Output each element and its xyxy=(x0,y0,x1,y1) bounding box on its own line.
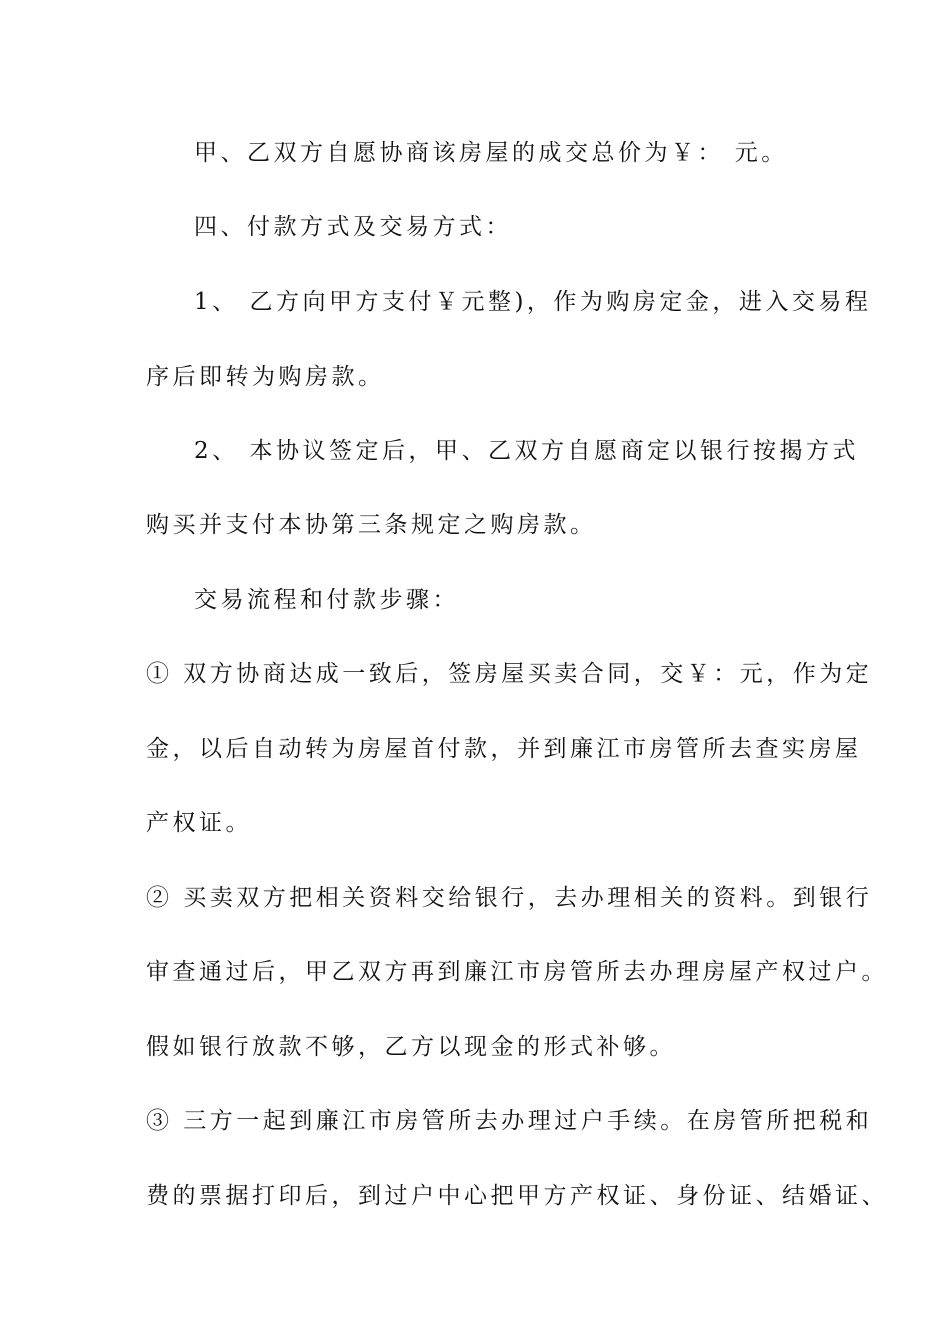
step-1-line-3: 产权证。 xyxy=(146,810,252,836)
step-1-line-1: ① 双方协商达成一致后，签房屋买卖合同，交￥：元，作为定 xyxy=(146,661,873,687)
clause-2-line-1: 2、 本协议签定后，甲、乙双方自愿商定以银行按揭方式 xyxy=(194,438,859,464)
clause-1-line-2: 序后即转为购房款。 xyxy=(146,364,385,390)
step-3-line-1: ③ 三方一起到廉江市房管所去办理过户手续。在房管所把税和 xyxy=(146,1108,873,1134)
clause-2-line-2: 购买并支付本协第三条规定之购房款。 xyxy=(146,512,597,538)
process-heading: 交易流程和付款步骤： xyxy=(194,587,459,613)
step-2-line-2: 审查通过后，甲乙双方再到廉江市房管所去办理房屋产权过户。 xyxy=(146,959,888,985)
total-price-line: 甲、乙双方自愿协商该房屋的成交总价为￥： 元。 xyxy=(194,140,788,166)
step-2-line-1: ② 买卖双方把相关资料交给银行，去办理相关的资料。到银行 xyxy=(146,885,873,911)
section-heading-payment: 四、付款方式及交易方式： xyxy=(194,214,512,240)
step-3-line-2: 费的票据打印后，到过户中心把甲方产权证、身份证、结婚证、 xyxy=(146,1183,888,1209)
clause-1-line-1: 1、 乙方向甲方支付￥元整)，作为购房定金，进入交易程 xyxy=(194,289,872,315)
step-1-line-2: 金，以后自动转为房屋首付款，并到廉江市房管所去查实房屋 xyxy=(146,736,862,762)
step-2-line-3: 假如银行放款不够，乙方以现金的形式补够。 xyxy=(146,1034,676,1060)
